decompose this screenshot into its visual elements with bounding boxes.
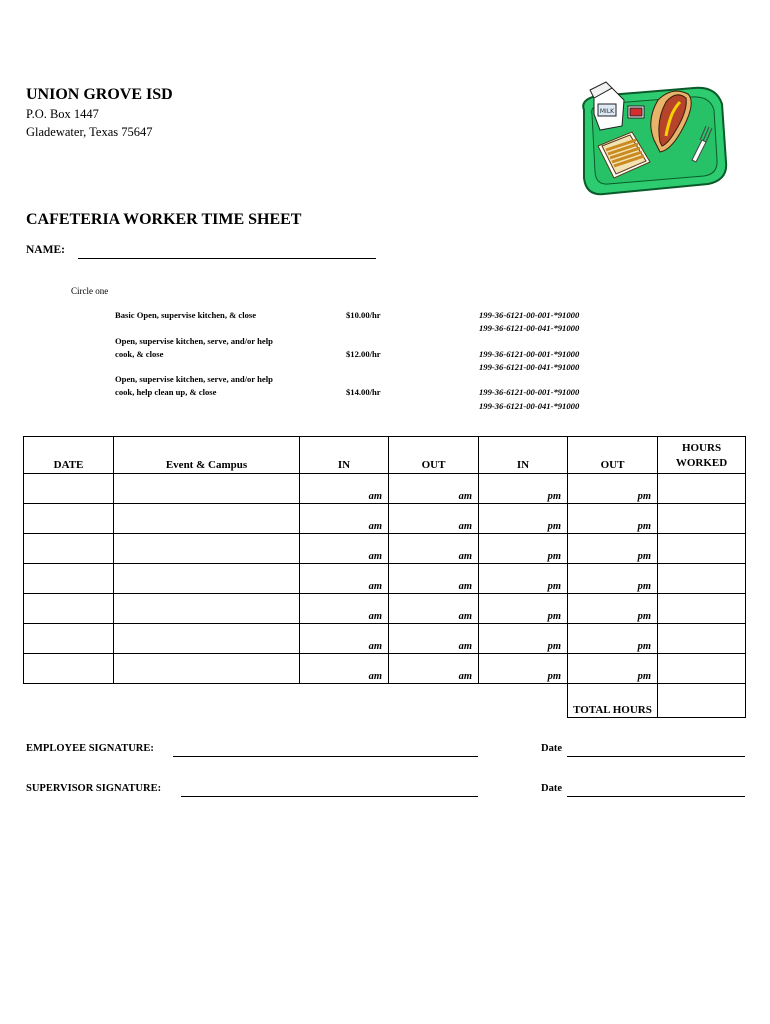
event-campus-cell[interactable] (114, 594, 300, 624)
hours-worked-cell[interactable] (658, 534, 746, 564)
event-campus-cell[interactable] (114, 474, 300, 504)
option-3-desc-line-1: Open, supervise kitchen, serve, and/or help (115, 374, 273, 384)
employee-date-label: Date (541, 743, 562, 754)
address-line-2: Gladewater, Texas 75647 (26, 125, 153, 139)
col-header-event-campus: Event & Campus (114, 437, 300, 474)
total-hours-label: TOTAL HOURS (568, 684, 658, 718)
supervisor-signature-field[interactable] (181, 796, 478, 797)
date-cell[interactable] (24, 654, 114, 684)
table-header-row (24, 437, 746, 474)
out-am-cell[interactable]: am (389, 594, 479, 624)
hours-label: HOURS (681, 442, 722, 454)
event-campus-cell[interactable] (114, 564, 300, 594)
table-row (24, 474, 746, 504)
event-campus-cell[interactable] (114, 534, 300, 564)
option-1-account-1: 199-36-6121-00-001-*91000 (479, 310, 580, 320)
option-3-account-1: 199-36-6121-00-001-*91000 (479, 387, 580, 397)
option-3-desc-line-2: cook, help clean up, & close (115, 387, 217, 397)
out-pm-cell[interactable]: pm (568, 594, 658, 624)
in-pm-cell[interactable]: pm (479, 534, 568, 564)
name-label: NAME: (26, 244, 65, 256)
out-am-cell[interactable]: am (389, 504, 479, 534)
name-field[interactable] (78, 258, 376, 259)
out-am-cell[interactable]: am (389, 534, 479, 564)
form-title: CAFETERIA WORKER TIME SHEET (26, 211, 302, 228)
out-pm-cell[interactable]: pm (568, 624, 658, 654)
col-header-out-pm: OUT (568, 437, 658, 474)
hours-worked-cell[interactable] (658, 564, 746, 594)
in-pm-cell[interactable]: pm (479, 564, 568, 594)
supervisor-signature-label: SUPERVISOR SIGNATURE: (26, 783, 162, 794)
option-2-rate: $12.00/hr (346, 349, 381, 359)
option-1-rate: $10.00/hr (346, 310, 381, 320)
option-3-rate: $14.00/hr (346, 387, 381, 397)
employee-date-field[interactable] (567, 756, 745, 757)
in-am-cell[interactable]: am (300, 594, 389, 624)
hours-worked-cell[interactable] (658, 624, 746, 654)
total-hours-cell[interactable] (658, 684, 746, 718)
out-pm-cell[interactable]: pm (568, 474, 658, 504)
option-2-description[interactable] (115, 335, 305, 361)
out-am-cell[interactable]: am (389, 474, 479, 504)
lunch-tray-icon (576, 80, 728, 198)
col-header-hours-worked (658, 437, 746, 474)
in-am-cell[interactable]: am (300, 624, 389, 654)
option-1-description[interactable] (115, 309, 305, 322)
option-2-desc-line-1: Open, supervise kitchen, serve, and/or help (115, 336, 273, 346)
in-pm-cell[interactable]: pm (479, 474, 568, 504)
date-cell[interactable] (24, 504, 114, 534)
table-row (24, 594, 746, 624)
option-1-desc-line-1: Basic Open, supervise kitchen, & close (115, 310, 257, 320)
col-header-date: DATE (24, 437, 114, 474)
option-2-account-1: 199-36-6121-00-001-*91000 (479, 349, 580, 359)
employee-signature-label: EMPLOYEE SIGNATURE: (26, 743, 154, 754)
in-am-cell[interactable]: am (300, 504, 389, 534)
supervisor-date-field[interactable] (567, 796, 745, 797)
in-am-cell[interactable]: am (300, 564, 389, 594)
hours-worked-cell[interactable] (658, 504, 746, 534)
date-cell[interactable] (24, 594, 114, 624)
date-cell[interactable] (24, 474, 114, 504)
worked-label: WORKED (675, 457, 728, 469)
col-header-in-pm: IN (479, 437, 568, 474)
hours-worked-cell[interactable] (658, 474, 746, 504)
out-pm-cell[interactable]: pm (568, 564, 658, 594)
in-pm-cell[interactable]: pm (479, 594, 568, 624)
col-header-out-am: OUT (389, 437, 479, 474)
in-pm-cell[interactable]: pm (479, 504, 568, 534)
date-cell[interactable] (24, 624, 114, 654)
org-name: UNION GROVE ISD (26, 86, 173, 103)
option-3-description[interactable] (115, 373, 305, 399)
table-row (24, 534, 746, 564)
option-3-account-2: 199-36-6121-00-041-*91000 (479, 401, 580, 411)
total-row (24, 684, 746, 718)
out-pm-cell[interactable]: pm (568, 504, 658, 534)
date-cell[interactable] (24, 564, 114, 594)
hours-worked-cell[interactable] (658, 654, 746, 684)
time-sheet-table (23, 436, 746, 718)
table-row (24, 624, 746, 654)
option-2-account-2: 199-36-6121-00-041-*91000 (479, 362, 580, 372)
in-am-cell[interactable]: am (300, 654, 389, 684)
milk-label: MILK (599, 108, 615, 115)
in-am-cell[interactable]: am (300, 474, 389, 504)
event-campus-cell[interactable] (114, 504, 300, 534)
out-pm-cell[interactable]: pm (568, 654, 658, 684)
table-row (24, 504, 746, 534)
supervisor-date-label: Date (541, 783, 562, 794)
employee-signature-field[interactable] (173, 756, 478, 757)
in-am-cell[interactable]: am (300, 534, 389, 564)
hours-worked-cell[interactable] (658, 594, 746, 624)
out-am-cell[interactable]: am (389, 624, 479, 654)
table-row (24, 654, 746, 684)
circle-one-instruction: Circle one (71, 286, 109, 296)
out-am-cell[interactable]: am (389, 654, 479, 684)
out-am-cell[interactable]: am (389, 564, 479, 594)
total-row-spacer (24, 684, 568, 718)
out-pm-cell[interactable]: pm (568, 534, 658, 564)
table-row (24, 564, 746, 594)
address-line-1: P.O. Box 1447 (26, 107, 99, 121)
event-campus-cell[interactable] (114, 654, 300, 684)
in-pm-cell[interactable]: pm (479, 654, 568, 684)
event-campus-cell[interactable] (114, 624, 300, 654)
col-header-in-am: IN (300, 437, 389, 474)
option-2-desc-line-2: cook, & close (115, 349, 164, 359)
option-1-account-2: 199-36-6121-00-041-*91000 (479, 323, 580, 333)
in-pm-cell[interactable]: pm (479, 624, 568, 654)
date-cell[interactable] (24, 534, 114, 564)
